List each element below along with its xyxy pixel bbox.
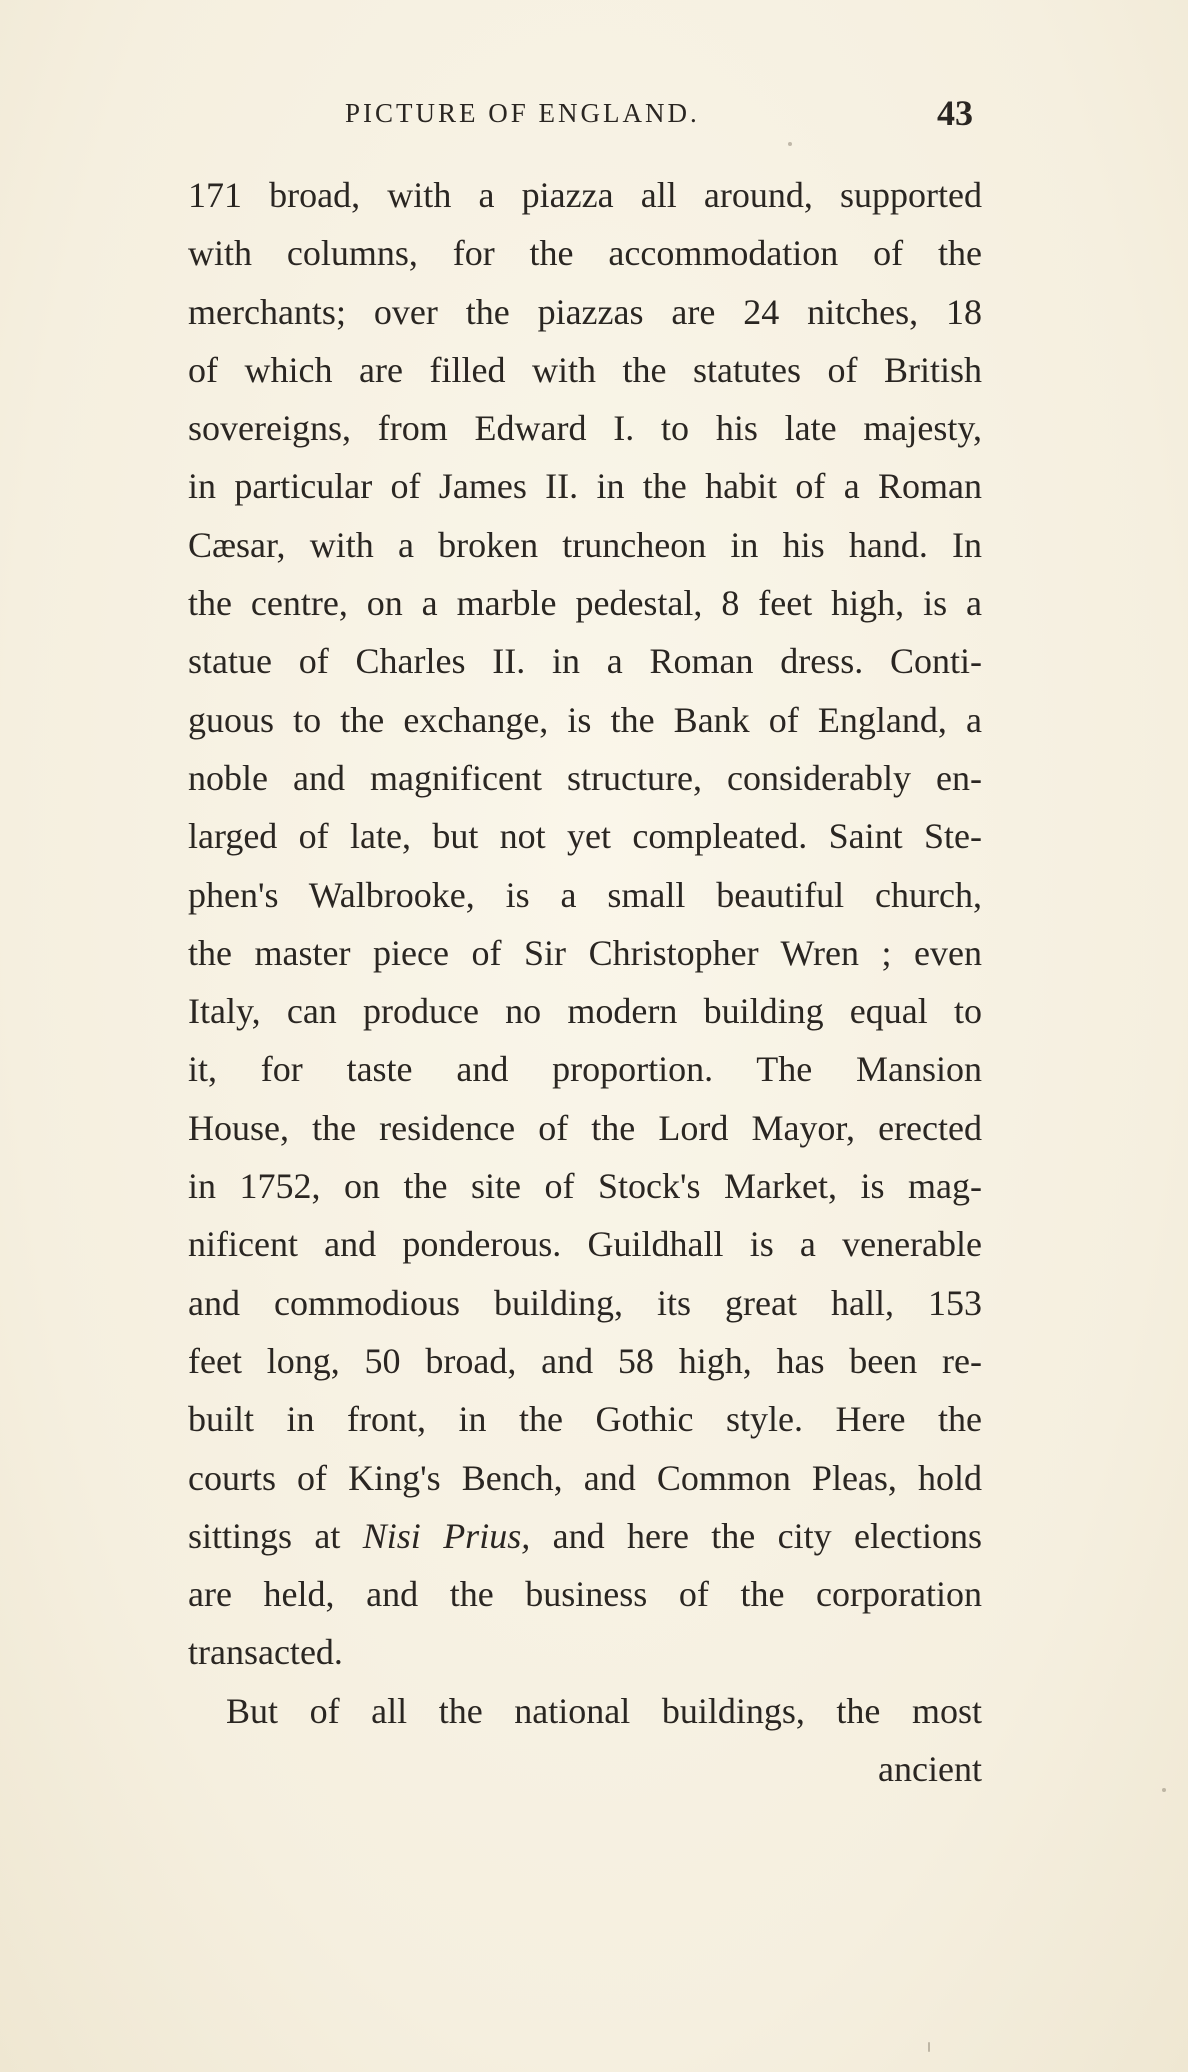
text-line: House, the residence of the Lord Mayor, erected: [188, 1107, 982, 1148]
text-line: noble and magnificent structure, considerably en-: [188, 757, 982, 798]
text-line: in particular of James II. in the habit of a Roman: [188, 466, 982, 507]
text-line: larged of late, but not yet compleated. Saint Ste-: [188, 816, 982, 857]
text-line: merchants; over the piazzas are 24 nitches, 18: [188, 291, 982, 332]
running-head: [345, 92, 973, 136]
paper-speck: [1162, 1788, 1166, 1792]
text-line: nificent and ponderous. Guildhall is a venerable: [188, 1224, 982, 1265]
text-line: the master piece of Sir Christopher Wren ; even: [188, 932, 982, 973]
text-segment: and here the city elections: [530, 1515, 982, 1556]
text-segment: sittings at: [188, 1515, 363, 1556]
paragraph-start-line: But of all the national buildings, the most: [226, 1690, 982, 1731]
text-line: statue of Charles II. in a Roman dress. Conti-: [188, 641, 982, 682]
text-line: and commodious building, its great hall, 153: [188, 1282, 982, 1323]
text-line: feet long, 50 broad, and 58 high, has been re-: [188, 1340, 982, 1381]
page-number: 43: [937, 93, 973, 133]
text-line: sovereigns, from Edward I. to his late majesty,: [188, 408, 982, 449]
paper-speck: [788, 142, 792, 146]
text-line-with-italic: [188, 1507, 982, 1565]
text-line-paragraph-end: transacted.: [188, 1632, 343, 1673]
text-line: courts of King's Bench, and Common Pleas, hold: [188, 1457, 982, 1498]
running-title: PICTURE OF ENGLAND.: [345, 98, 700, 128]
text-line: with columns, for the accommodation of the: [188, 233, 982, 274]
text-line: Italy, can produce no modern building equal to: [188, 991, 982, 1032]
text-line: Cæsar, with a broken truncheon in his hand. In: [188, 524, 982, 565]
text-line: built in front, in the Gothic style. Here the: [188, 1399, 982, 1440]
text-line: of which are filled with the statutes of British: [188, 349, 982, 390]
catchword: ancient: [878, 1749, 982, 1790]
text-line: the centre, on a marble pedestal, 8 feet high, is a: [188, 583, 982, 624]
paper-speck: [928, 2042, 930, 2052]
text-line: are held, and the business of the corporation: [188, 1574, 982, 1615]
body-text: [188, 166, 982, 1798]
text-line: it, for taste and proportion. The Mansion: [188, 1049, 982, 1090]
text-line: 171 broad, with a piazza all around, supported: [188, 175, 982, 215]
text-line: in 1752, on the site of Stock's Market, is mag-: [188, 1166, 982, 1207]
text-line: guous to the exchange, is the Bank of England, a: [188, 699, 982, 740]
text-line: phen's Walbrooke, is a small beautiful church,: [188, 874, 982, 915]
italic-phrase: Nisi Prius,: [362, 1515, 531, 1556]
